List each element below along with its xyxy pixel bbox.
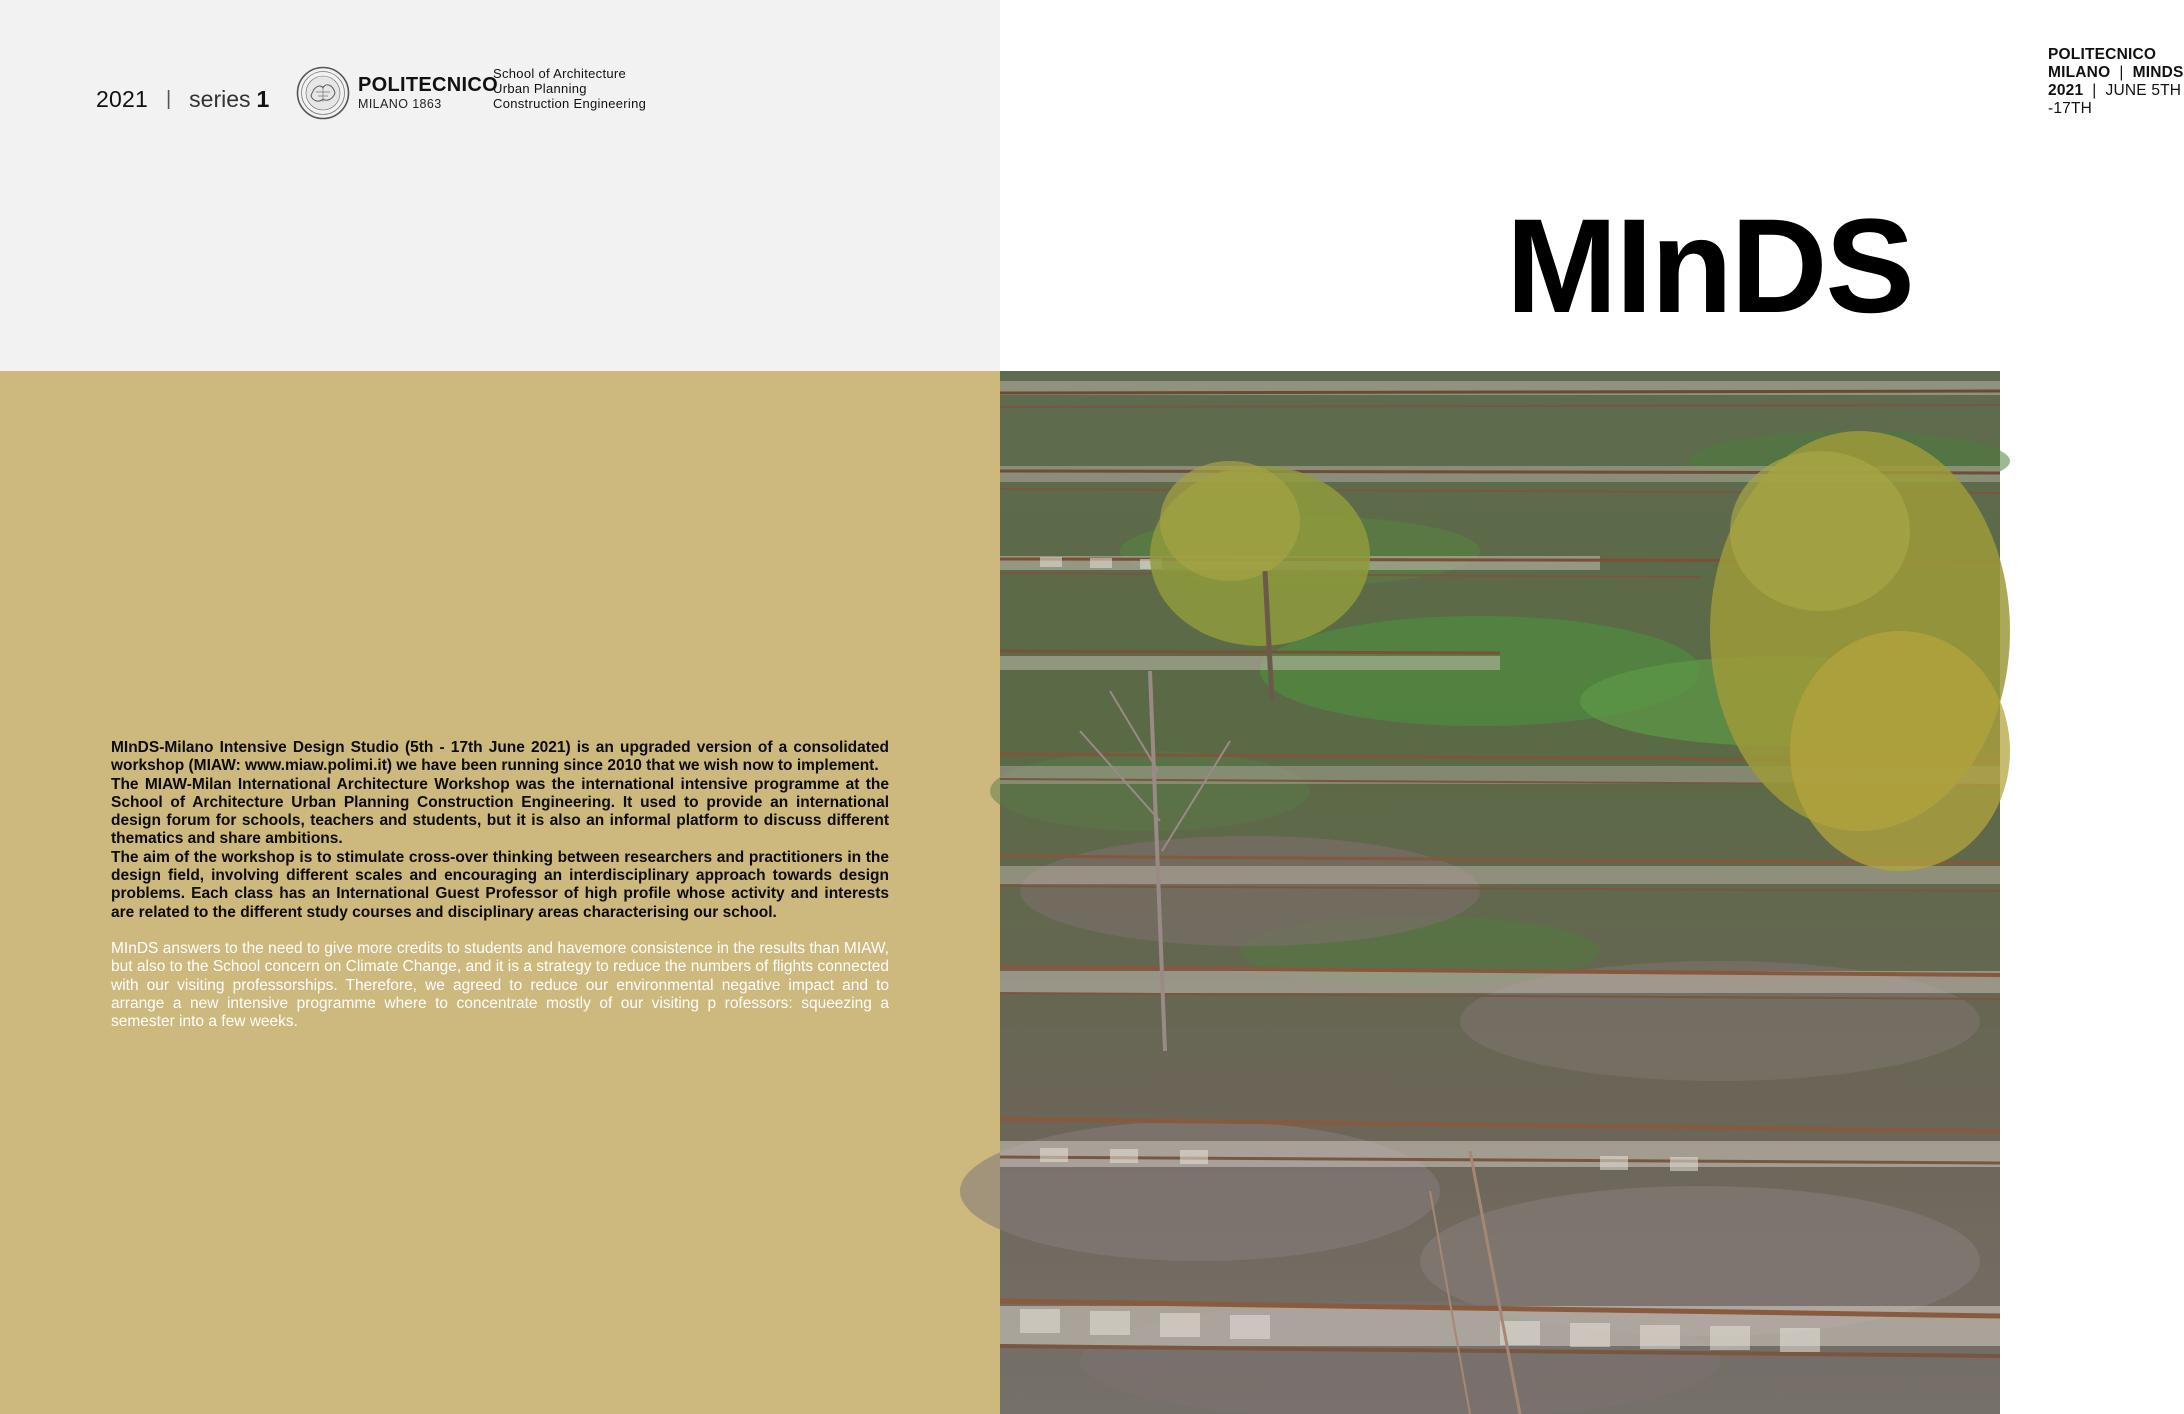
minds-paragraph: MInDS answers to the need to give more credits to students and havemore consistence in the results than MIAW, but also to the School concern on Climate Change, and it is a strategy to reduce the numbers of flights connected with our visiting professorships. Therefore, we agreed to reduce our environmental negative impact and to arrange a new intensive programme where to concentrate mostly of our visiting p rofessors: squeezing a semester into a few weeks. xyxy=(111,939,889,1031)
series-label: series xyxy=(189,86,251,112)
railway-tracks-image xyxy=(1000,371,2000,1414)
logo-name: POLITECNICO xyxy=(358,74,498,97)
top-left-panel xyxy=(0,0,1000,371)
intro-paragraph: MInDS-Milano Intensive Design Studio (5th - 17th June 2021) is an upgraded version of a consolidated workshop (MIAW: www.miaw.polimi.it) we have been running since 2010 that we wish now to implement. xyxy=(111,739,889,775)
school-names xyxy=(493,66,646,111)
body-text xyxy=(111,739,889,1031)
aim-paragraph: The aim of the workshop is to stimulate cross-over thinking between researchers and practitioners in the design field, involving different scales and encouraging an interdisciplinary approach towards design problems. Each class has an International Guest Professor of high profile whose activity and interests are related to the different study courses and disciplinary areas characterising our school. xyxy=(111,848,889,921)
dates-label: JUNE 5TH -17TH xyxy=(2048,82,2182,117)
event-label: MINDS 2021 xyxy=(2048,64,2184,99)
politecnico-logo xyxy=(296,66,498,120)
railway-photo xyxy=(1000,371,2000,1414)
school-line: School of Architecture xyxy=(493,66,627,81)
page-title: MInDS xyxy=(1506,192,1913,341)
school-line: Construction Engineering xyxy=(493,96,647,111)
miaw-paragraph: The MIAW-Milan International Architecture Workshop was the international intensive programme at the School of Architecture Urban Planning Construction Engineering. It used to provide an international design forum for schools, teachers and students, but it is also an informal platform to discuss different thematics and share ambitions. xyxy=(111,775,889,848)
politecnico-seal-icon xyxy=(296,66,350,120)
series-line xyxy=(96,86,269,113)
series-number: 1 xyxy=(256,86,270,112)
logo-subtitle: MILANO 1863 xyxy=(358,97,442,112)
separator: | xyxy=(2092,82,2097,99)
year-label: 2021 xyxy=(96,86,148,112)
school-line: Urban Planning xyxy=(493,81,587,96)
separator: | xyxy=(2119,64,2124,81)
event-header xyxy=(2048,46,2184,118)
institution-label: POLITECNICO MILANO xyxy=(2048,46,2157,81)
separator: | xyxy=(165,88,172,110)
